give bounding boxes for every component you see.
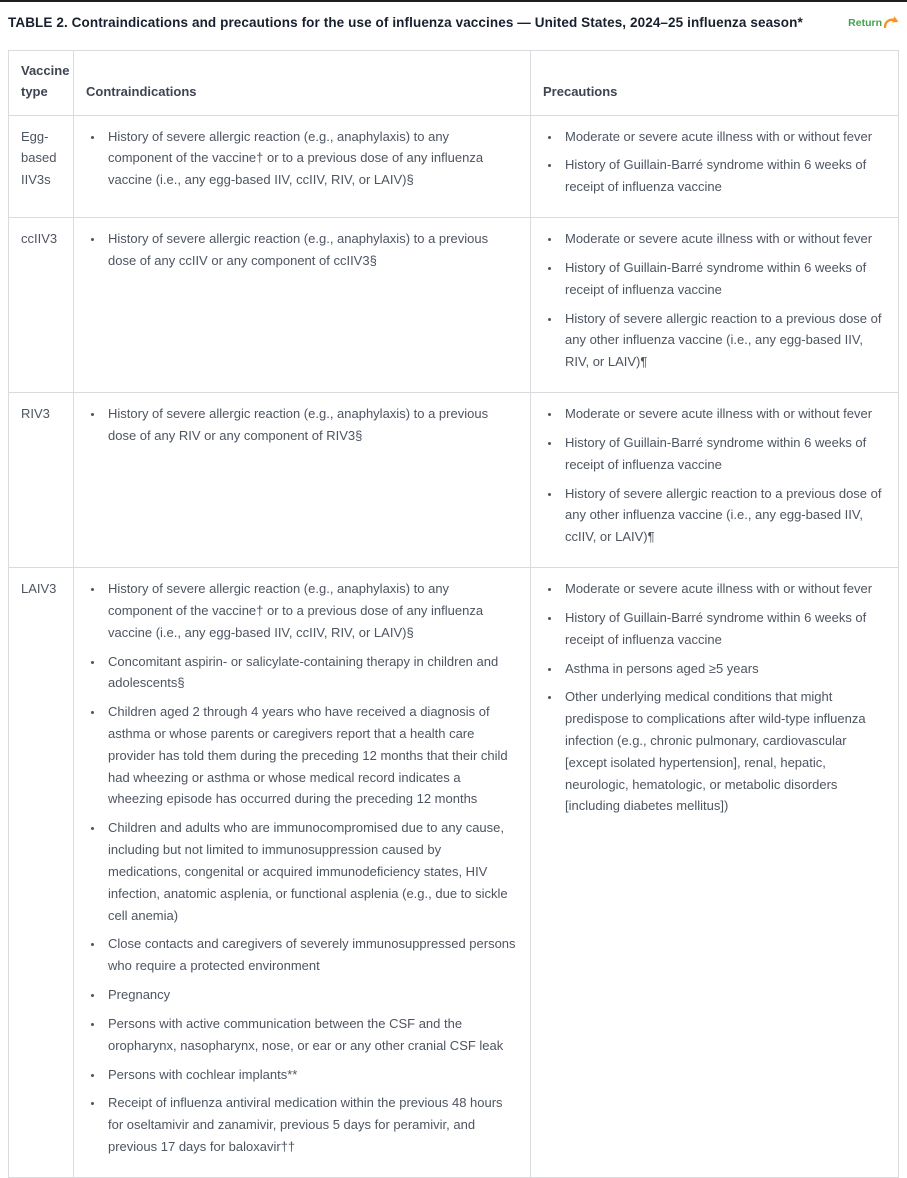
precaution-item: • History of Guillain-Barré syndrome within 6 weeks of receipt of influenza vaccine bbox=[561, 607, 884, 651]
precaution-item: • History of Guillain-Barré syndrome within 6 weeks of receipt of influenza vaccine bbox=[561, 257, 884, 301]
contraindication-item: • Persons with cochlear implants** bbox=[104, 1064, 516, 1086]
contraindications-cell bbox=[74, 393, 531, 568]
contraindication-item: • History of severe allergic reaction (e.g., anaphylaxis) to any component of the vaccine† or to a previous dose of any influenza vaccine (i.e., any egg-based IIV, ccIIV, RIV, or LAIV)§ bbox=[104, 578, 516, 643]
contraindication-item: • Persons with active communication between the CSF and the oropharynx, nasopharynx, nose, or ear or any other cranial CSF leak bbox=[104, 1013, 516, 1057]
return-link-label: Return bbox=[848, 17, 882, 29]
table-row-laiv3 bbox=[9, 568, 899, 1178]
contraindication-item: • History of severe allergic reaction (e.g., anaphylaxis) to a previous dose of any ccIIV or any component of ccIIV3§ bbox=[104, 228, 516, 272]
contraindication-item: • History of severe allergic reaction (e.g., anaphylaxis) to a previous dose of any RIV or any component of RIV3§ bbox=[104, 403, 516, 447]
contraindications-precautions-table bbox=[8, 50, 899, 1178]
precaution-item: • Moderate or severe acute illness with or without fever bbox=[561, 126, 884, 148]
vaccine-type-cell: Egg-based IIV3s bbox=[9, 115, 74, 217]
precaution-item: • Moderate or severe acute illness with or without fever bbox=[561, 403, 884, 425]
column-header-precautions: Precautions bbox=[531, 51, 899, 116]
precaution-item: • History of severe allergic reaction to a previous dose of any other influenza vaccine (i.e., any egg-based IIV, RIV, or LAIV)¶ bbox=[561, 308, 884, 373]
return-swoosh-arrow-icon bbox=[883, 13, 899, 36]
precaution-item: • Asthma in persons aged ≥5 years bbox=[561, 658, 884, 680]
contraindication-item: • Children aged 2 through 4 years who have received a diagnosis of asthma or whose parents or caregivers report that a health care provider has told them during the preceding 12 months that their child had wheezing or asthma or whose medical record indicates a wheezing episode has occurred during the preceding 12 months bbox=[104, 701, 516, 810]
contraindication-item: • Children and adults who are immunocompromised due to any cause, including but not limited to immunosuppression caused by medications, congenital or acquired immunodeficiency states, HIV infection, anatomic asplenia, or functional asplenia (e.g., due to sickle cell anemia) bbox=[104, 817, 516, 926]
table-title: TABLE 2. Contraindications and precautions for the use of influenza vaccines — United States, 2024–25 influenza season* bbox=[8, 15, 803, 30]
precautions-cell bbox=[531, 568, 899, 1178]
title-bar bbox=[8, 2, 899, 46]
contraindication-item: • Receipt of influenza antiviral medication within the previous 48 hours for oseltamivir and zanamivir, previous 5 days for peramivir, and previous 17 days for baloxavir†† bbox=[104, 1092, 516, 1157]
precaution-item: • History of Guillain-Barré syndrome within 6 weeks of receipt of influenza vaccine bbox=[561, 154, 884, 198]
contraindication-item: • Close contacts and caregivers of severely immunosuppressed persons who require a protected environment bbox=[104, 933, 516, 977]
contraindications-cell bbox=[74, 568, 531, 1178]
column-header-vaccine-type: Vaccine type bbox=[9, 51, 74, 116]
precaution-item: • History of Guillain-Barré syndrome within 6 weeks of receipt of influenza vaccine bbox=[561, 432, 884, 476]
contraindications-cell bbox=[74, 218, 531, 393]
contraindication-item: • Pregnancy bbox=[104, 984, 516, 1006]
precaution-item: • Moderate or severe acute illness with or without fever bbox=[561, 578, 884, 600]
contraindications-cell bbox=[74, 115, 531, 217]
precaution-item: • Moderate or severe acute illness with or without fever bbox=[561, 228, 884, 250]
precautions-cell bbox=[531, 393, 899, 568]
vaccine-type-cell: LAIV3 bbox=[9, 568, 74, 1178]
table-header bbox=[9, 51, 899, 116]
table-row-riv3 bbox=[9, 393, 899, 568]
precaution-item: • Other underlying medical conditions that might predispose to complications after wild-type influenza infection (e.g., chronic pulmonary, cardiovascular [except isolated hypertension], renal, hepatic, neurologic, hematologic, or metabolic disorders [including diabetes mellitus]) bbox=[561, 686, 884, 817]
vaccine-type-cell: RIV3 bbox=[9, 393, 74, 568]
contraindication-item: • Concomitant aspirin- or salicylate-containing therapy in children and adolescents§ bbox=[104, 651, 516, 695]
precautions-cell bbox=[531, 115, 899, 217]
document-page bbox=[0, 2, 907, 1178]
return-link[interactable] bbox=[848, 16, 899, 36]
contraindication-item: • History of severe allergic reaction (e.g., anaphylaxis) to any component of the vaccine† or to a previous dose of any influenza vaccine (i.e., any egg-based IIV, ccIIV, RIV, or LAIV)§ bbox=[104, 126, 516, 191]
table-row-cciiv3 bbox=[9, 218, 899, 393]
vaccine-type-cell: ccIIV3 bbox=[9, 218, 74, 393]
precautions-cell bbox=[531, 218, 899, 393]
table-row-egg-based-iiv3s bbox=[9, 115, 899, 217]
precaution-item: • History of severe allergic reaction to a previous dose of any other influenza vaccine (i.e., any egg-based IIV, ccIIV, or LAIV)¶ bbox=[561, 483, 884, 548]
column-header-contraindications: Contraindications bbox=[74, 51, 531, 116]
